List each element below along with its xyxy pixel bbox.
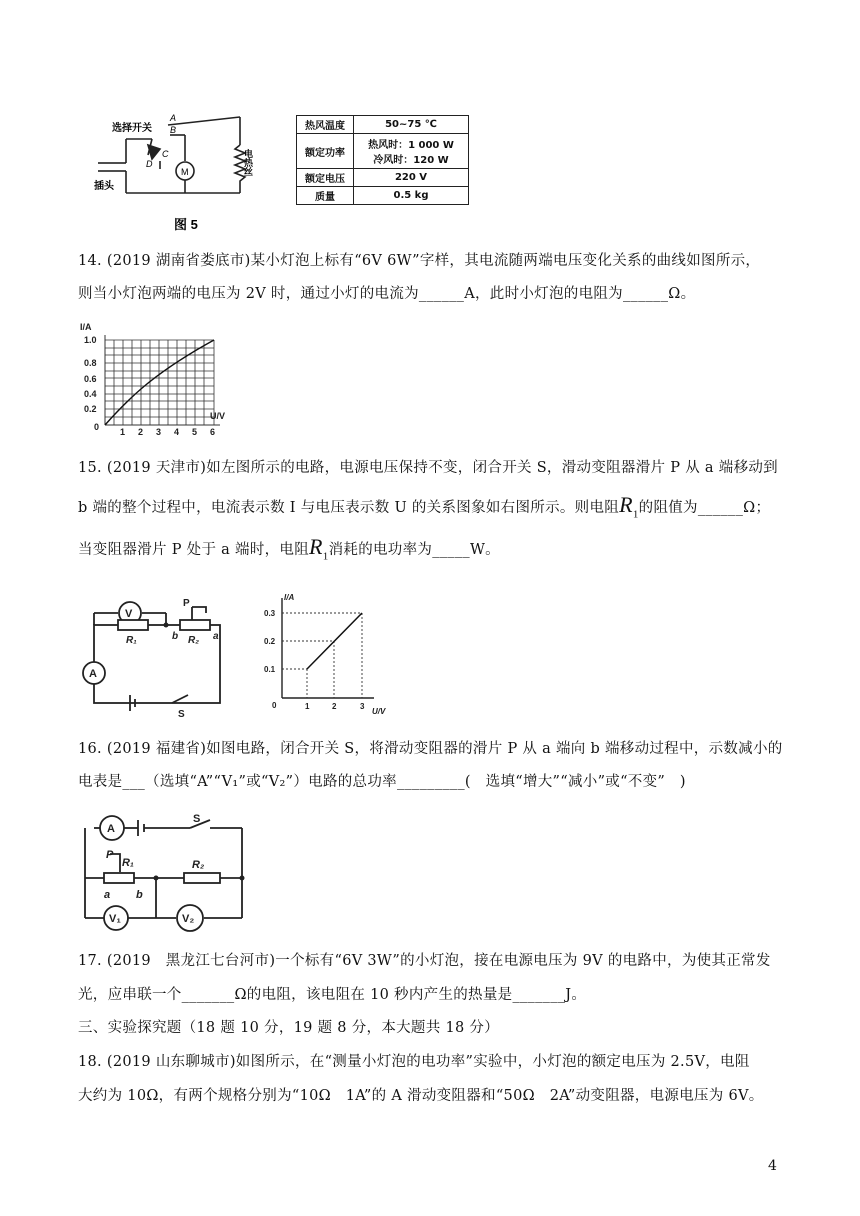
q15-p-label: P [183, 598, 190, 609]
q16-circuit [80, 812, 250, 932]
q15-line2-text: b 端的整个过程中，电流表示数 I 与电压表示数 U 的关系图象如右图所示。则电阻 [78, 500, 620, 516]
q15-r1-label: R₁ [126, 635, 137, 646]
q14-xtick: 5 [192, 427, 198, 437]
table-value: 220 V [354, 169, 469, 187]
fig5-circuit [90, 105, 270, 240]
q15-a-end-label: a [213, 631, 219, 642]
q15-line3-text: 当变阻器滑片 P 处于 a 端时，电阻 [78, 542, 310, 558]
q14-xtick: 3 [156, 427, 162, 437]
q15-r2-label: R₂ [188, 635, 200, 646]
q15-xtick: 3 [360, 702, 365, 711]
fig5-plug-label: 插头 [94, 181, 114, 192]
q15-a-label: A [89, 668, 97, 680]
section-3-heading: 三、实验探究题（18 题 10 分，19 题 8 分，本大题共 18 分） [78, 1020, 499, 1036]
q18-line1: 18. (2019 山东聊城市)如图所示，在“测量小灯泡的电功率”实验中，小灯泡的额定电压为 2.5V，电阻 [78, 1054, 750, 1070]
fig5-label-a: A [170, 113, 177, 123]
q14-ytick: 0.8 [84, 358, 97, 368]
q14-xtick: 1 [120, 427, 126, 437]
q15-xtick: 1 [305, 702, 310, 711]
fig5-caption: 图 5 [174, 217, 198, 232]
q15-line3-text: 消耗的电功率为_____W。 [328, 542, 500, 558]
q15-ytick: 0.3 [264, 609, 276, 618]
q15-s-label: S [178, 709, 185, 720]
q14-xlabel: U/V [210, 411, 226, 421]
fig5-motor-label: M [181, 167, 189, 177]
fig5-spec-table [296, 115, 469, 205]
q15-graph-ylabel: I/A [284, 593, 295, 602]
q18-line2: 大约为 10Ω，有两个规格分别为“10Ω 1A”的 A 滑动变阻器和“50Ω 2A”动变阻器，电源电压为 6V。 [78, 1088, 764, 1104]
q15-graph-xlabel: U/V [372, 707, 386, 716]
table-value: 50~75 ℃ [354, 116, 469, 134]
q15-line1: 15. (2019 天津市)如左图所示的电路，电源电压保持不变，闭合开关 S，滑动变阻器滑片 P 从 a 端移动到 [78, 460, 778, 476]
q16-s-label: S [193, 813, 201, 825]
q14-xtick: 4 [174, 427, 180, 437]
q17-line2: 光，应串联一个_______Ω的电阻，该电阻在 10 秒内产生的热量是_______J。 [78, 987, 587, 1003]
q16-a-end-label: a [104, 889, 111, 901]
q16-r1-label: R₁ [122, 857, 134, 869]
table-key: 质量 [297, 187, 354, 205]
q15-graph-origin: 0 [272, 701, 277, 710]
fig5-label-b: B [170, 125, 177, 135]
table-value: 热风时：1 000 W [368, 140, 454, 151]
q16-v1-label: V₁ [109, 913, 121, 925]
q16-a-label: A [107, 823, 115, 835]
q14-xtick: 6 [210, 427, 216, 437]
q16-v2-label: V₂ [182, 913, 195, 925]
q15-ytick: 0.1 [264, 665, 276, 674]
q16-line2: 电表是___（选填“A”“V₁”或“V₂”）电路的总功率_________( 选填“增大”“减小”或“不变” ) [78, 774, 686, 790]
table-key: 热风温度 [297, 116, 354, 134]
q14-xtick: 2 [138, 427, 144, 437]
q15-circuit [80, 595, 240, 720]
q15-line2-text: 的阻值为______Ω； [638, 500, 771, 516]
q14-ytick: 0.6 [84, 374, 97, 384]
q17-line1: 17. (2019 黑龙江七台河市)一个标有“6V 3W”的小灯泡，接在电源电压为 9V 的电路中，为使其正常发 [78, 953, 771, 969]
fig5-switch-label: 选择开关 [112, 123, 152, 134]
q16-p-label: P [106, 849, 114, 861]
page-number: 4 [768, 1158, 777, 1174]
q14-line1: 14. (2019 湖南省娄底市)某小灯泡上标有“6V 6W”字样，其电流随两端电压变化关系的曲线如图所示， [78, 253, 761, 269]
r1-symbol: $R_1$ [309, 534, 329, 563]
q15-line3 [78, 534, 500, 566]
q14-ytick: 1.0 [84, 335, 97, 345]
q15-graph [262, 590, 402, 720]
table-value: 0.5 kg [354, 187, 469, 205]
q15-xtick: 2 [332, 702, 337, 711]
q15-line2 [78, 492, 771, 524]
q14-line2: 则当小灯泡两端的电压为 2V 时，通过小灯的电流为______A，此时小灯泡的电阻为______Ω。 [78, 286, 696, 302]
q14-ylabel: I/A [80, 322, 92, 332]
fig5-heater-label: 电热丝 [243, 149, 253, 176]
table-key: 额定功率 [297, 134, 354, 169]
fig5-label-d: D [146, 159, 153, 169]
q16-r2-label: R₂ [192, 859, 205, 871]
q14-origin: 0 [94, 422, 100, 432]
fig5-label-c: C [162, 149, 169, 159]
r1-symbol: $R_1$ [619, 492, 639, 521]
q15-ytick: 0.2 [264, 637, 276, 646]
q14-graph [74, 318, 234, 438]
q14-ytick: 0.2 [84, 404, 97, 414]
q15-v-label: V [125, 608, 133, 620]
q16-b-end-label: b [136, 889, 143, 901]
q14-ytick: 0.4 [84, 389, 97, 399]
table-value: 冷风时：120 W [373, 155, 449, 166]
table-key: 额定电压 [297, 169, 354, 187]
q16-line1: 16. (2019 福建省)如图电路，闭合开关 S，将滑动变阻器的滑片 P 从 a 端向 b 端移动过程中，示数减小的 [78, 741, 783, 757]
q15-b-label: b [172, 631, 179, 642]
